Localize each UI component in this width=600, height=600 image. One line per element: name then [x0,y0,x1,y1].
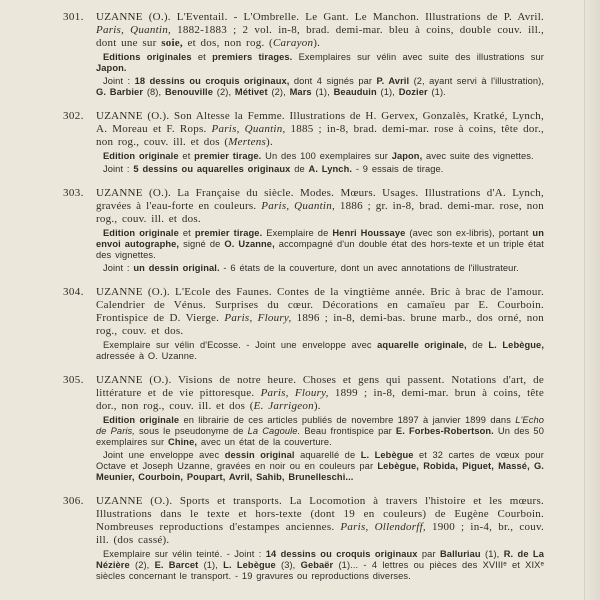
entry-main-text: UZANNE (O.). La Française du siècle. Modes. Mœurs. Usages. Illustrations d'A. Lynch, gravées à l'eau-forte en couleurs. Paris, Quantin, 1886 ; gr. in-8, brad. demi-mar. rose, non rog., couv. ill. et dos. [96,187,545,225]
entry-note-text: Joint : 5 dessins ou aquarelles originaux de A. Lynch. - 9 essais de tirage. [103,164,444,174]
entry-main-text: UZANNE (O.). Son Altesse la Femme. Illustrations de H. Gervex, Gonzalès, Kratké, Lynch, A. Moreau et F. Rops. Paris, Quantin, 1885 ; in-8, brad. demi-mar. rose à coins, tête dor., non rog., couv. ill. et dos (Mertens). [96,110,544,148]
entry-note-text: Exemplaire sur vélin teinté. - Joint : 14 dessins ou croquis originaux par Balluriau (1), R. de La Nézière (2), E. Barcet (1), L. Lebègue (3), Gebaër (1)... - 4 lettres ou pièces des XVIIIᵉ et XIXᵉ siècles concernant le transport. - 19 gravures ou reproductions diverses. [96,549,545,581]
entry-note-text: Edition originale et premier tirage. Un des 100 exemplaires sur Japon, avec suite des vignettes. [103,151,534,161]
entry-note-text: Joint : un dessin original. - 6 états de la couverture, dont un avec annotations de l'illustrateur. [103,263,519,273]
catalog-entry-305 [63,374,544,483]
entry-note-text: Joint une enveloppe avec dessin original aquarellé de L. Lebègue et 32 cartes de vœux pour Octave et Joseph Uzanne, gravées en noir ou en couleurs par Lebègue, Robida, Piguet, Massé, G. Meunier, Courboin, Poupart, Avril, Sahib, Brunelleschi... [96,450,544,482]
entry-number: 301. [63,11,84,23]
entry-main-text: UZANNE (O.). L'Ecole des Faunes. Contes de la vingtième année. Bric à brac de l'amour. Calendrier de Vénus. Surprises du cœur. Décorations en camaïeu par E. Courboin. Frontispice de D. Vierge. Paris, Floury, 1896 ; in-8, demi-bas. brune marb., dos orné, non rog., couv. et dos. [96,286,544,337]
entry-number: 304. [63,286,84,298]
entry-number: 306. [63,495,84,507]
entry-main-text: UZANNE (O.). Sports et transports. La Locomotion à travers l'histoire et les mœurs. Illustrations dans le texte et hors-texte (dont 19 en couleurs) de Eugène Courboin. Nombreuses reproductions d'estampes anciennes. Paris, Ollendorff, 1900 ; in-4, br., couv. ill. (dos cassé). [96,495,545,546]
catalog-entry-303 [63,187,544,274]
entry-number: 302. [63,110,84,122]
entry-main-text: UZANNE (O.). L'Eventail. - L'Ombrelle. Le Gant. Le Manchon. Illustrations de P. Avril. Paris, Quantin, 1882-1883 ; 2 vol. in-8, brad. demi-mar. bleu à coins, double couv. ill., dont une sur soie, et dos, non rog. (Carayon). [96,11,544,49]
entry-note-text: Edition originale en librairie de ces articles publiés de novembre 1897 à janvier 1899 dans L'Echo de Paris, sous le pseudonyme de La Cagoule. Beau frontispice par E. Forbes-Robertson. Un des 50 exemplaires sur Chine, avec un état de la couverture. [96,415,544,447]
entry-main-text: UZANNE (O.). Visions de notre heure. Choses et gens qui passent. Notations d'art, de littérature et de vie pittoresque. Paris, Floury, 1899 ; in-8, demi-mar. brun à coins, tête dor., non rog., couv. ill. et dos (E. Jarrigeon). [96,374,544,412]
page-edge-line [584,0,585,600]
entry-note-text: Exemplaire sur vélin d'Ecosse. - Joint une enveloppe avec aquarelle originale, de L. Lebègue, adressée à O. Uzanne. [96,340,545,361]
page-edge-shadow [582,0,600,600]
entry-number: 305. [63,374,84,386]
entry-note-text: Edition originale et premier tirage. Exemplaire de Henri Houssaye (avec son ex-libris), portant un envoi autographe, signé de O. Uzanne, accompagné d'un double état des hors-texte et un triple état des vignettes. [96,228,544,260]
catalog-entry-302 [63,110,544,175]
entry-number: 303. [63,187,84,199]
entry-note-text: Joint : 18 dessins ou croquis originaux, dont 4 signés par P. Avril (2, ayant servi à l'illustration), G. Barbier (8), Benouville (2), Métivet (2), Mars (1), Beauduin (1), Dozier (1). [96,76,545,97]
catalog-entry-301 [63,11,544,98]
catalog-entry-304 [63,286,544,362]
entries-container [63,11,544,582]
entry-note-text: Editions originales et premiers tirages. Exemplaires sur vélin avec suite des illustrations sur Japon. [96,52,545,73]
catalog-entry-306 [63,495,544,582]
